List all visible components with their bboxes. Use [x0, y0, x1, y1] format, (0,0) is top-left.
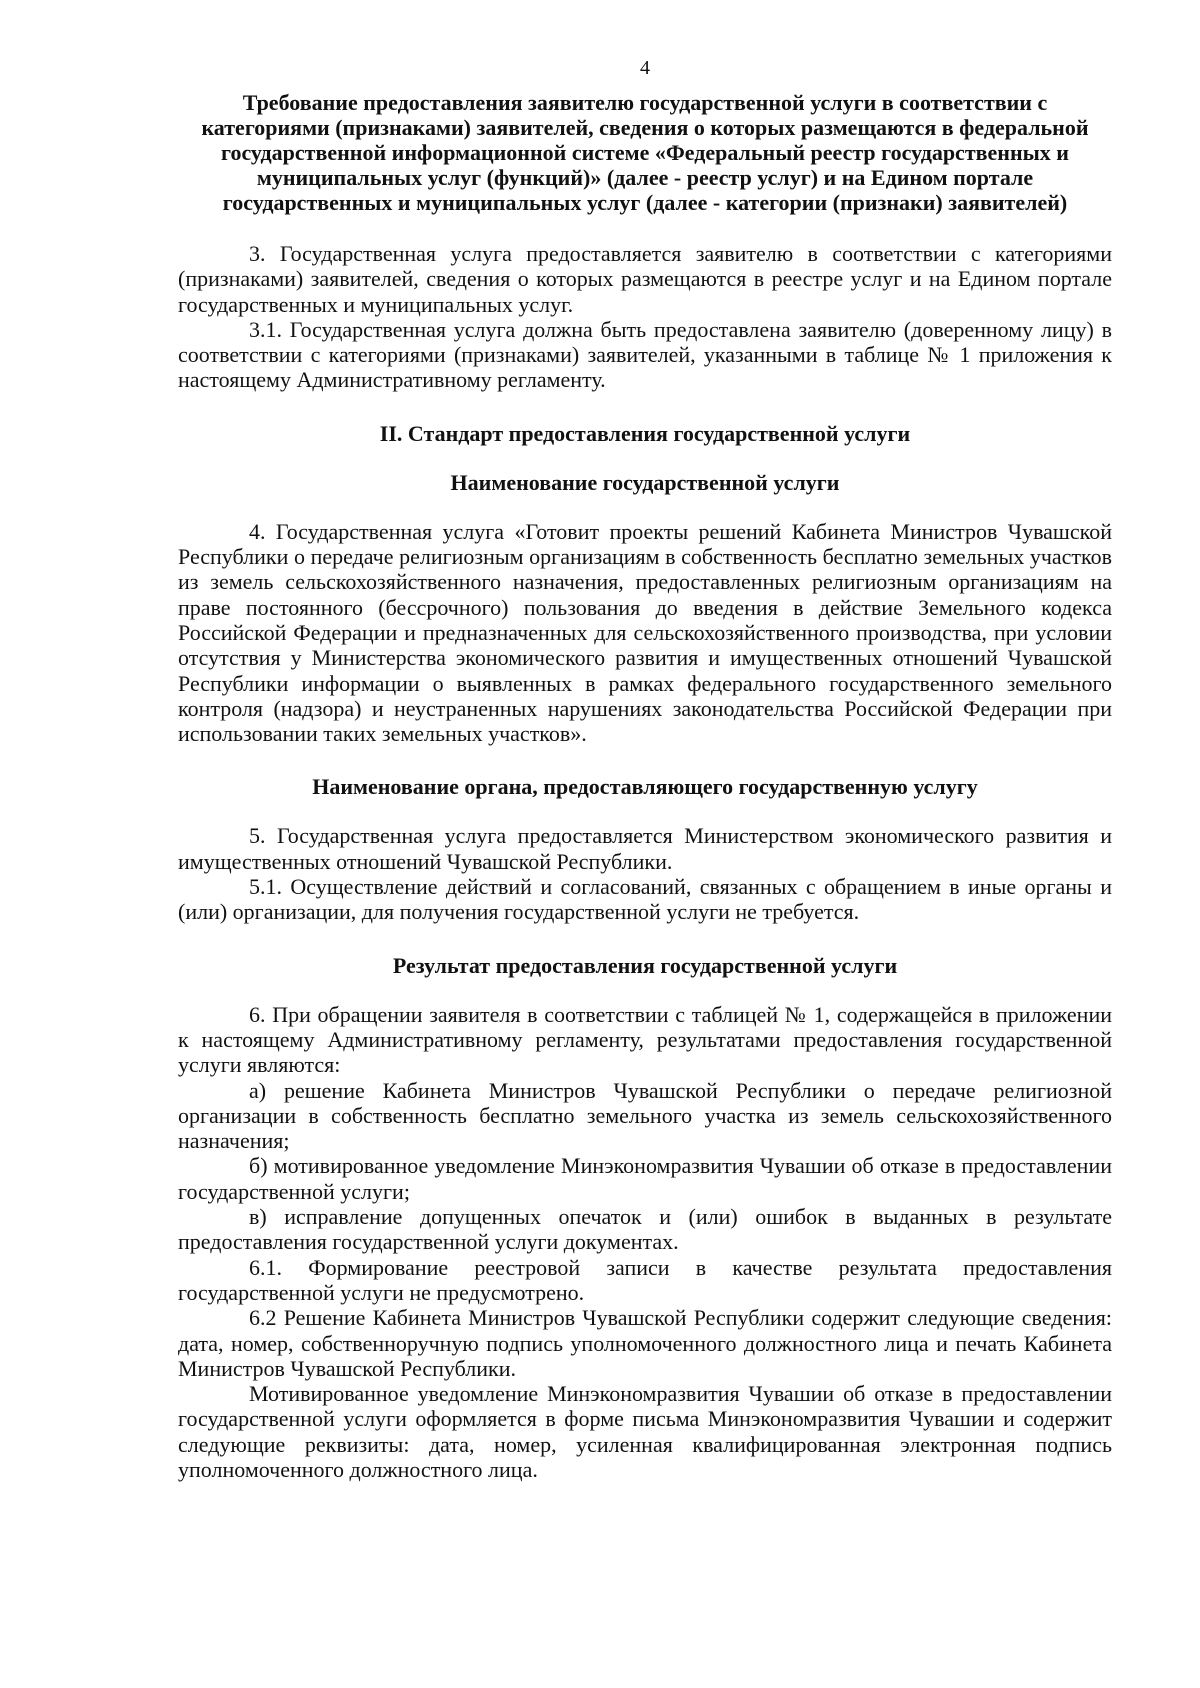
paragraph-6-a: а) решение Кабинета Министров Чувашской Республики о передаче религиозной организации в собственность бесплатно земельного участка из земель сельскохозяйственного назначения; — [178, 1077, 1112, 1154]
paragraph-3: 3. Государственная услуга предоставляется заявителю в соответствии с категориями (признаками) заявителей, сведения о которых размещаются в реестре услуг и на Едином портале государственных и муниципальных услуг. — [178, 241, 1112, 317]
paragraph-6-2-notice: Мотивированное уведомление Минэкономразвития Чувашии об отказе в предоставлении государственной услуги оформляется в форме письма Минэкономразвития Чувашии и содержит следующие реквизиты: дата, номер, усиленная квалифицированная электронная подпись уполномоченного должностного лица. — [178, 1381, 1112, 1482]
paragraph-6-b: б) мотивированное уведомление Минэкономразвития Чувашии об отказе в предоставлении государственной услуги; — [178, 1153, 1112, 1204]
result-heading: Результат предоставления государственной услуги — [392, 952, 898, 978]
paragraph-4: 4. Государственная услуга «Готовит проекты решений Кабинета Министров Чувашской Республики о передаче религиозным организациям в собственность бесплатно земельных участков из земель сельскохозяйственного назначения, предоставленных религиозным организациям на праве постоянного (бессрочного) пользования до введения в действие Земельного кодекса Российской Федерации и предназначенных для сельскохозяйственного производства, при условии отсутствия у Министерства экономического развития и имущественных отношений Чувашской Республики информации о выявленных в рамках федерального государственного земельного контроля (надзора) и неустраненных нарушениях законодательства Российской Федерации при использовании таких земельных участков». — [178, 518, 1112, 747]
paragraph-6-2: 6.2 Решение Кабинета Министров Чувашской Республики содержит следующие сведения: дата, номер, собственноручную подпись уполномоченного должностного лица и печать Кабинета Министров Чувашской Республики. — [178, 1305, 1112, 1381]
paragraph-5: 5. Государственная услуга предоставляется Министерством экономического развития и имущественных отношений Чувашской Республики. — [178, 823, 1112, 874]
service-name-heading: Наименование государственной услуги — [450, 469, 840, 495]
paragraph-6-1: 6.1. Формирование реестровой записи в качестве результата предоставления государственной услуги не предусмотрено. — [178, 1254, 1112, 1305]
paragraph-6: 6. При обращении заявителя в соответствии с таблицей № 1, содержащейся в приложении к настоящему Административному регламенту, результатами предоставления государственной услуги являются: — [178, 1001, 1112, 1078]
intro-heading: Требование предоставления заявителю государственной услуги в соответствии с категориями (признаками) заявителей, сведения о которых размещаются в федеральной государственной информационной системе «Федеральный реестр государственных и муниципальных услуг (функций)» (далее - реестр услуг) и на Едином портале государственных и муниципальных услуг (далее - категории (признаки) заявителей) — [201, 90, 1089, 215]
page-number: 4 — [640, 57, 650, 79]
paragraph-6-v: в) исправление допущенных опечаток и (или) ошибок в выданных в результате предоставления государственной услуги документах. — [178, 1204, 1112, 1255]
paragraph-3-1: 3.1. Государственная услуга должна быть предоставлена заявителю (доверенному лицу) в соответствии с категориями (признаками) заявителей, указанными в таблице № 1 приложения к настоящему Административному регламенту. — [178, 316, 1112, 393]
paragraph-5-1: 5.1. Осуществление действий и согласований, связанных с обращением в иные органы и (или) организации, для получения государственной услуги не требуется. — [178, 874, 1112, 925]
document-page — [178, 56, 1112, 1656]
organ-heading: Наименование органа, предоставляющего государственную услугу — [312, 774, 978, 800]
section-heading: II. Стандарт предоставления государственной услуги — [379, 420, 911, 446]
